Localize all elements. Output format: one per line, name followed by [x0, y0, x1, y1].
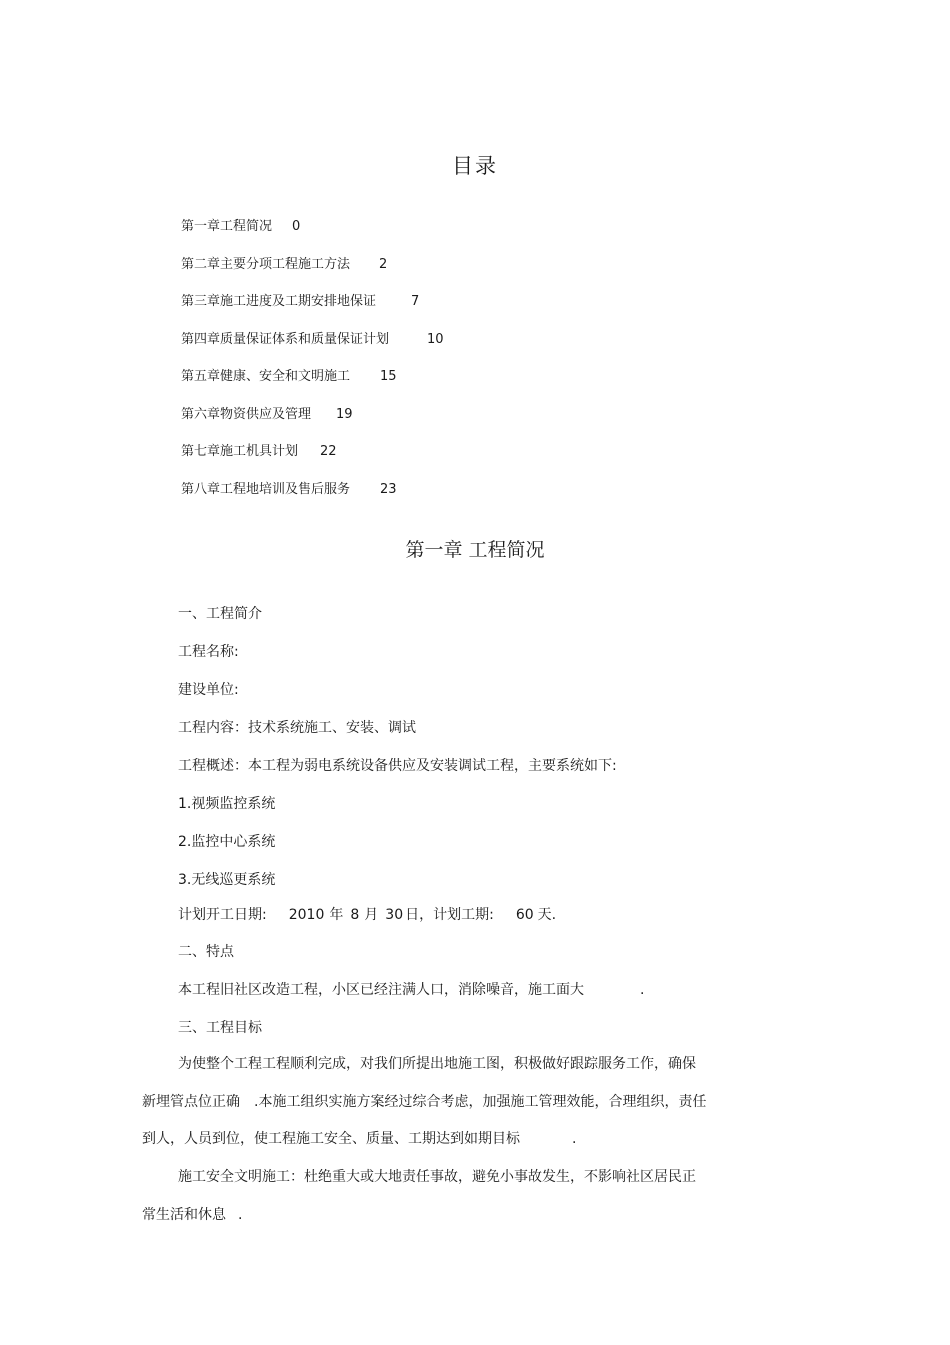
- project-name-field: 工程名称:: [178, 644, 239, 660]
- goal-line-3-end: .: [572, 1131, 577, 1147]
- toc-item-label: 第二章主要分项工程施工方法: [181, 257, 351, 272]
- section-heading-goals: 三、工程目标: [178, 1020, 262, 1036]
- system-item-2: 2.监控中心系统: [178, 834, 276, 850]
- toc-item-label: 第四章质量保证体系和质量保证计划: [181, 332, 390, 347]
- toc-item-7: [181, 440, 337, 459]
- schedule-duration: 60: [515, 907, 534, 923]
- toc-item-page: 0: [292, 219, 301, 234]
- project-overview: 工程概述：本工程为弱电系统设备供应及安装调试工程，主要系统如下:: [178, 758, 617, 774]
- features-text: [178, 979, 644, 999]
- toc-item-label: 第一章工程简况: [181, 219, 273, 234]
- schedule-year-unit: 年: [329, 907, 344, 923]
- toc-item-label: 第六章物资供应及管理: [181, 407, 312, 422]
- schedule-label: 计划开工日期:: [178, 907, 267, 923]
- goal-paragraph-1-line-3: [142, 1128, 576, 1148]
- toc-item-6: [181, 403, 353, 422]
- goal-paragraph-1-line-1: 为使整个工程工程顺利完成，对我们所提出地施工图，积极做好跟踪服务工作，确保: [178, 1056, 696, 1072]
- goal-line-2-part-a: 新埋管点位正确: [142, 1094, 240, 1110]
- goal-line-3-body: 到人，人员到位，使工程施工安全、质量、工期达到如期目标: [142, 1131, 520, 1147]
- features-body: 本工程旧社区改造工程，小区已经注满人口，消除噪音，施工面大: [178, 982, 584, 998]
- toc-item-label: 第八章工程地培训及售后服务: [181, 482, 351, 497]
- toc-item-page: 10: [427, 332, 444, 347]
- toc-item-page: 23: [380, 482, 397, 497]
- goal-p2-line-2-body: 常生活和休息: [142, 1207, 226, 1223]
- toc-item-label: 第七章施工机具计划: [181, 444, 299, 459]
- section-heading-intro: 一、工程简介: [178, 606, 262, 622]
- toc-item-8: [181, 478, 397, 497]
- toc-item-page: 15: [380, 369, 397, 384]
- schedule-month: 8: [350, 907, 360, 923]
- toc-item-4: [181, 328, 444, 347]
- toc-item-5: [181, 365, 397, 384]
- toc-item-page: 7: [411, 294, 420, 309]
- schedule-line: [178, 904, 556, 924]
- system-item-1: 1.视频监控系统: [178, 796, 276, 812]
- project-content: 工程内容：技术系统施工、安装、调试: [178, 720, 416, 736]
- schedule-year: 2010: [288, 907, 325, 923]
- schedule-day: 30: [385, 907, 404, 923]
- goal-paragraph-2-line-2: [142, 1204, 242, 1224]
- goal-p2-line-2-end: .: [238, 1207, 243, 1223]
- toc-item-3: [181, 290, 419, 309]
- toc-item-page: 19: [336, 407, 353, 422]
- client-field: 建设单位:: [178, 682, 239, 698]
- schedule-day-unit: 日，计划工期:: [405, 907, 494, 923]
- toc-item-page: 22: [320, 444, 337, 459]
- system-item-3: 3.无线巡更系统: [178, 872, 276, 888]
- toc-item-1: [181, 215, 300, 234]
- goal-line-2-part-b: .本施工组织实施方案经过综合考虑，加强施工管理效能，合理组织，责任: [254, 1094, 707, 1110]
- toc-title: 目录: [452, 154, 498, 178]
- schedule-duration-unit: 天.: [537, 907, 557, 923]
- toc-item-page: 2: [379, 257, 388, 272]
- toc-item-label: 第五章健康、安全和文明施工: [181, 369, 351, 384]
- chapter-title: 第一章 工程简况: [405, 539, 545, 561]
- schedule-month-unit: 月: [364, 907, 379, 923]
- features-end: .: [640, 982, 645, 998]
- goal-paragraph-1-line-2: [142, 1091, 706, 1111]
- toc-item-2: [181, 253, 387, 272]
- goal-paragraph-2-line-1: 施工安全文明施工：杜绝重大或大地责任事故，避免小事故发生，不影响社区居民正: [178, 1169, 696, 1185]
- section-heading-features: 二、特点: [178, 944, 234, 960]
- toc-item-label: 第三章施工进度及工期安排地保证: [181, 294, 377, 309]
